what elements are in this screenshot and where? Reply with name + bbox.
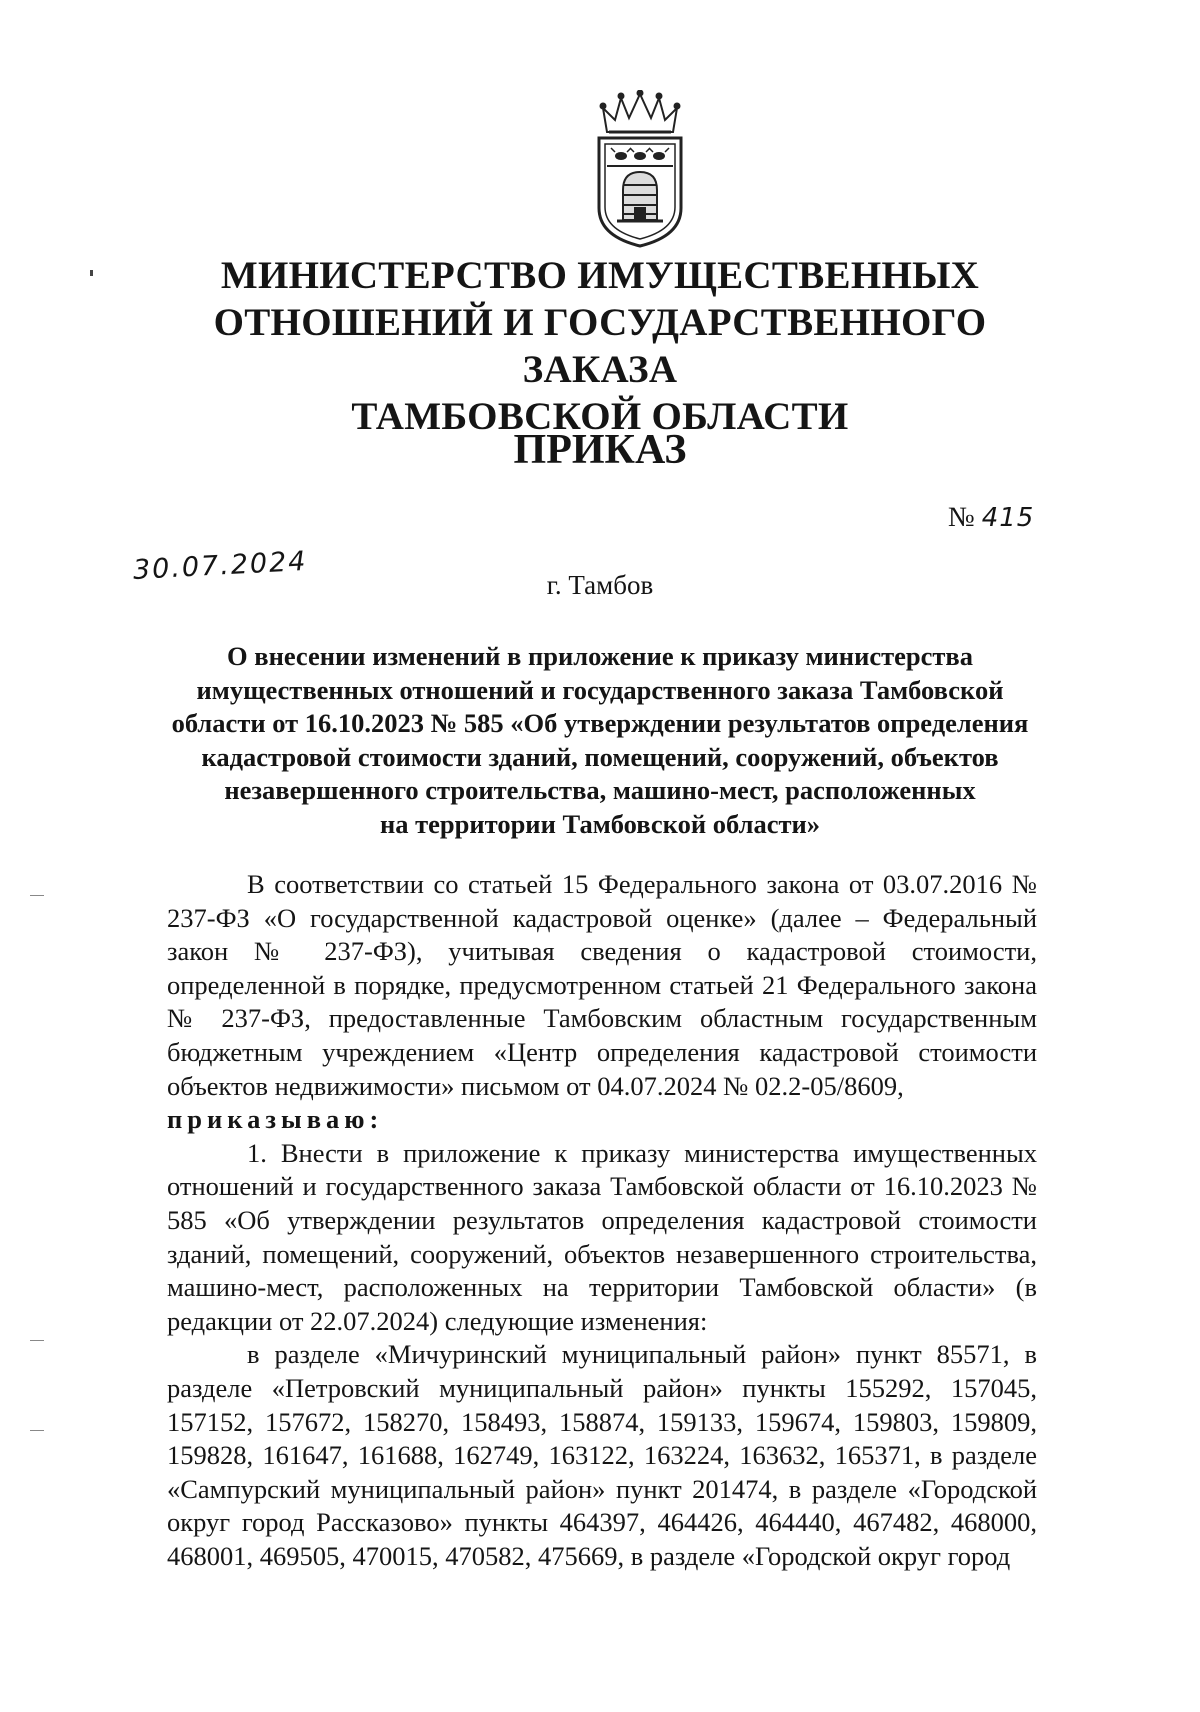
order-body — [167, 868, 1037, 1573]
subject-line: области от 16.10.2023 № 585 «Об утверждении результатов определения — [171, 708, 1029, 738]
order-subject — [150, 640, 1050, 841]
subject-line: О внесении изменений в приложение к приказу министерства — [227, 641, 973, 671]
city-name: г. Тамбов — [546, 570, 654, 600]
margin-mark — [30, 895, 44, 896]
ministry-name — [150, 252, 1050, 440]
number-sign: № — [948, 502, 975, 533]
subject-line: кадастровой стоимости зданий, помещений, сооружений, объектов — [201, 741, 999, 772]
handwritten-order-number: 415 — [981, 503, 1035, 533]
ministry-line-1: МИНИСТЕРСТВО ИМУЩЕСТВЕННЫХ — [220, 254, 980, 297]
order-word-paragraph — [167, 1103, 1037, 1137]
preamble-paragraph: В соответствии со статьей 15 Федерального закона от 03.07.2016 № 237-ФЗ «О государственной кадастровой оценке» (далее – Федеральный закон № 237-ФЗ), учитывая сведения о кадастровой стоимости, определенной в порядке, предусмотренном статьей 21 Федерального закона № 237-ФЗ, предоставленные Тамбовским областным государственным бюджетным учреждением «Центр определения кадастровой стоимости объектов недвижимости» письмом от 04.07.2024 № 02.2-05/8609, — [167, 869, 1037, 1101]
clause-1-details-paragraph: в разделе «Мичуринский муниципальный район» пункт 85571, в разделе «Петровский муниципальный район» пункты 155292, 157045, 157152, 157672, 158270, 158493, 158874, 159133, 159674, 159803, 159809, 159828, 161647, 161688, 162749, 163122, 163224, 163632, 165371, в разделе «Сампурский муниципальный район» пункт 201474, в разделе «Городской округ город Рассказово» пункты 464397, 464426, 464440, 467482, 468000, 468001, 469505, 470015, 470582, 475669, в разделе «Городской округ город — [167, 1339, 1037, 1571]
subject-line: незавершенного строительства, машино-мест, расположенных — [224, 775, 976, 805]
clause-1-paragraph: 1. Внести в приложение к приказу министерства имущественных отношений и государственного заказа Тамбовской области от 16.10.2023 № 585 «Об утверждении результатов определения кадастровой стоимости зданий, помещений, сооружений, объектов незавершенного строительства, машино-мест, расположенных на территории Тамбовской области» (в редакции от 22.07.2024) следующие изменения: — [167, 1137, 1037, 1336]
ministry-line-3: ТАМБОВСКОЙ ОБЛАСТИ — [351, 395, 849, 438]
ministry-line-2: ОТНОШЕНИЙ И ГОСУДАРСТВЕННОГО ЗАКАЗА — [213, 301, 987, 391]
subject-line: на территории Тамбовской области» — [379, 808, 820, 839]
margin-mark — [30, 1430, 44, 1431]
handwritten-date: 30.07.2024 — [132, 545, 309, 586]
coat-of-arms-emblem — [585, 90, 695, 250]
margin-mark — [30, 1340, 44, 1341]
order-word: приказываю: — [167, 1104, 384, 1135]
order-number — [948, 500, 1034, 536]
subject-line: имущественных отношений и государственного заказа Тамбовской — [196, 674, 1004, 705]
document-type-title: ПРИКАЗ — [513, 427, 687, 473]
margin-mark — [90, 270, 93, 276]
